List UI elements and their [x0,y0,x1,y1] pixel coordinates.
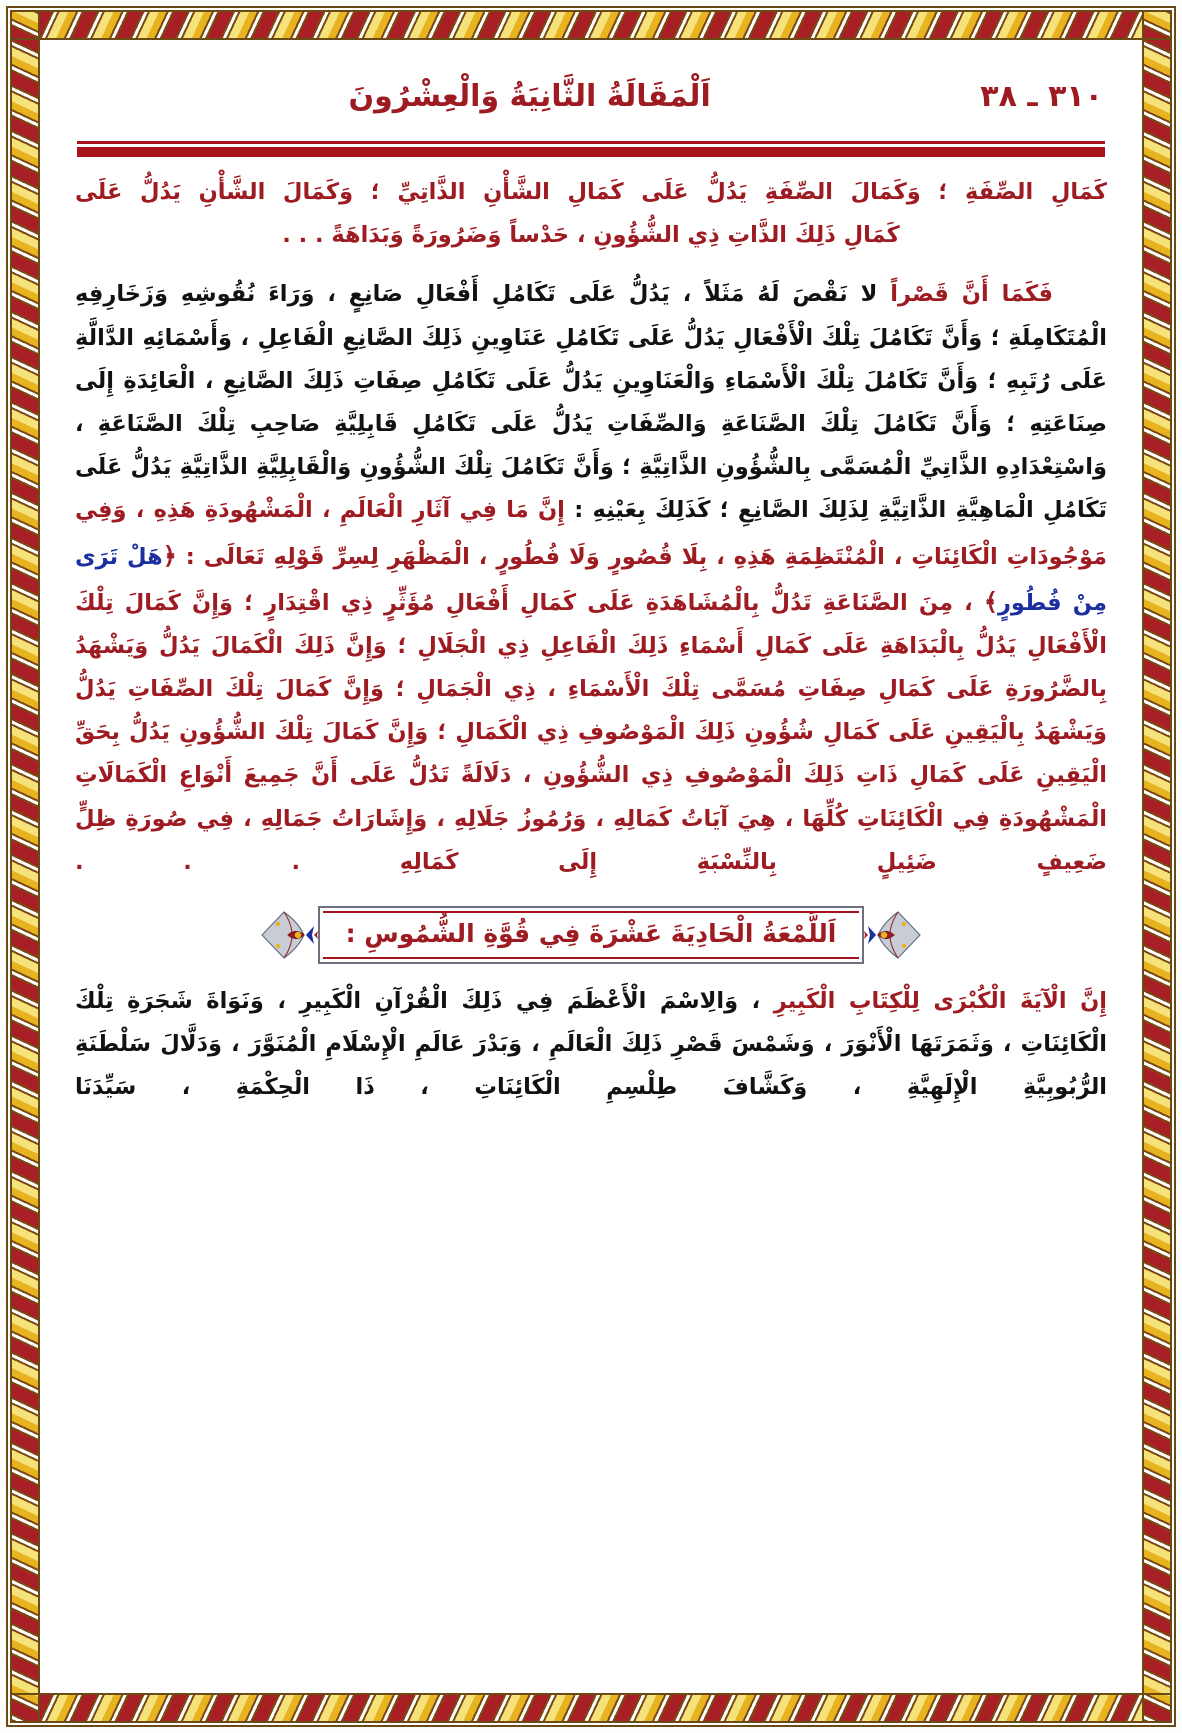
paragraph-red-continuation-line1: كَمَالِ الصِّفَةِ ؛ وَكَمَالَ الصِّفَةِ يَدُلُّ عَلَى كَمَالِ الشَّأْنِ الذَّاتِيِّ ؛ وَكَمَالَ الشَّأْنِ يَدُلُّ عَلَى [75,179,1107,205]
page-number: ٣١٠ ـ ٣٨ [980,78,1103,114]
paragraph-main-black-run: لا نَقْصَ لَهُ مَثَلاً ، يَدُلُّ عَلَى تَكَامُلِ أَفْعَالِ صَانِعٍ ، وَرَاءَ نُقُوشِهِ وَزَخَارِفِهِ الْمُتَكَامِلَةِ ؛ وَأَنَّ تَكَامُلَ تِلْكَ الْأَفْعَالِ يَدُلُّ عَلَى تَكَامُلِ عَنَاوِينِ ذَلِكَ الصَّانِعِ الْفَاعِلِ ، وَأَسْمَائِهِ الدَّالَّةِ عَلَى رُتَبِهِ ؛ وَأَنَّ تَكَامُلَ تِلْكَ الْأَسْمَاءِ وَالْعَنَاوِينِ يَدُلُّ عَلَى تَكَامُلِ صِفَاتِ ذَلِكَ الصَّانِعِ ، الْعَائِدَةِ إِلَى صِنَاعَتِهِ ؛ وَأَنَّ تَكَامُلَ تِلْكَ الصَّنَاعَةِ وَالصِّفَاتِ يَدُلُّ عَلَى تَكَامُلِ قَابِلِيَّةِ صَاحِبِ تِلْكَ الصَّنَاعَةِ ، وَاسْتِعْدَادِهِ الذَّاتِيِّ الْمُسَمَّى بِالشُّؤُونِ الذَّاتِيَّةِ ؛ وَأَنَّ تَكَامُلَ تِلْكَ الشُّؤُونِ وَالْقَابِلِيَّةِ الذَّاتِيَّةِ يَدُلُّ عَلَى تَكَامُلِ الْمَاهِيَّةِ الذَّاتِيَّةِ لِذَلِكَ الصَّانِعِ ؛ كَذَلِكَ بِعَيْنِهِ : [75,281,1107,524]
quran-close-bracket-icon: ﴾ [983,587,998,616]
ornamental-border-right [1144,12,1170,1721]
chapter-title: اَلْمَقَالَةُ الثَّانِيَةُ وَالْعِشْرُونَ [348,78,711,114]
header-divider [77,141,1105,157]
ornament-left-icon [864,904,922,966]
header-divider-thick [77,147,1105,157]
ornamental-border-left [12,12,38,1721]
page-body [41,157,1141,1110]
paragraph-main [75,273,1107,884]
ornamental-heading [75,904,1107,966]
border-rule-right-inner [1142,10,1144,1723]
quran-open-bracket-icon: ﴿ [162,541,177,570]
ornamental-heading-box [318,906,865,964]
page-header [41,41,1141,133]
border-rule-left-outer [10,10,12,1723]
paragraph-red-continuation-line2: كَمَالِ ذَلِكَ الذَّاتِ ذِي الشُّؤُونِ ، حَدْساً وَضَرُورَةً وَبَدَاهَةً . . . [282,222,900,249]
border-rule-right-outer [1170,10,1172,1723]
border-rule-bottom-outer [12,1721,1170,1723]
paragraph-closing-black-run: ، وَالِاسْمَ الْأَعْظَمَ فِي ذَلِكَ الْقُرْآنِ الْكَبِيرِ ، وَنَوَاةَ شَجَرَةِ تِلْكَ الْكَائِنَاتِ ، وَثَمَرَتَهَا الْأَنْوَرَ ، وَشَمْسَ قَصْرِ ذَلِكَ الْعَالَمِ ، وَبَدْرَ عَالَمِ الْإِسْلَامِ الْمُنَوَّرَ ، وَدَلَّالَ سَلْطَنَةِ الرُّبُوبِيَّةِ الْإِلَهِيَّةِ ، وَكَشَّافَ طِلْسِمِ الْكَائِنَاتِ ، ذَا الْحِكْمَةِ ، سَيِّدَنَا [75,988,1107,1101]
page-content-canvas [41,41,1141,1692]
paragraph-gap-1 [75,257,1107,273]
paragraph-main-red-run-2: إِنَّ مَا فِي آثَارِ الْعَالَمِ ، الْمَشْهُودَةِ هَذِهِ ، وَفِي مَوْجُودَاتِ الْكَائِنَاتِ ، الْمُنْتَظِمَةِ هَذِهِ ، بِلَا قُصُورٍ وَلَا فُطُورٍ ، الْمَظْهَرِ لِسِرِّ قَوْلِهِ تَعَالَى : [75,497,1107,570]
quran-verse: هَلْ تَرَى مِنْ فُطُورٍ [75,543,1107,616]
paragraph-main-red-run-3: ، مِنَ الصَّنَاعَةِ تَدُلُّ بِالْمُشَاهَدَةِ عَلَى كَمَالِ أَفْعَالِ مُؤَثِّرٍ ذِي اقْتِدَارٍ ؛ وَإِنَّ كَمَالَ تِلْكَ الْأَفْعَالِ يَدُلُّ بِالْبَدَاهَةِ عَلَى كَمَالِ أَسْمَاءِ ذَلِكَ الْفَاعِلِ ذِي الْجَلَالِ ؛ وَإِنَّ ذَلِكَ الْكَمَالَ يَدُلُّ وَيَشْهَدُ بِالضَّرُورَةِ عَلَى كَمَالِ صِفَاتِ مُسَمَّى تِلْكَ الْأَسْمَاءِ ، ذِي الْجَمَالِ ؛ وَإِنَّ كَمَالَ تِلْكَ الصِّفَاتِ يَدُلُّ وَيَشْهَدُ بِالْيَقِينِ عَلَى كَمَالِ شُؤُونِ ذَلِكَ الْمَوْصُوفِ ذِي الْكَمَالِ ؛ وَإِنَّ كَمَالَ تِلْكَ الشُّؤُونِ يَدُلُّ بِحَقِّ الْيَقِينِ عَلَى كَمَالِ ذَاتِ ذَلِكَ الْمَوْصُوفِ ذِي الشُّؤُونِ ، دَلَالَةً تَدُلُّ عَلَى أَنَّ جَمِيعَ أَنْوَاعِ الْكَمَالَاتِ الْمَشْهُودَةِ فِي الْكَائِنَاتِ كُلِّهَا ، هِيَ آيَاتُ كَمَالِهِ ، وَرُمُوزُ جَلَالِهِ ، وَإِشَارَاتُ جَمَالِهِ ، فِي صُورَةِ ظِلٍّ ضَعِيفٍ ضَئِيلٍ بِالنِّسْبَةِ إِلَى كَمَالِهِ . . . [75,589,1107,875]
paragraph-closing [75,980,1107,1110]
paragraph-closing-opening-red: إِنَّ الْآيَةَ الْكُبْرَى لِلْكِتَابِ الْكَبِيرِ [773,988,1107,1014]
paragraph-main-opening-red: فَكَمَا أَنَّ قَصْراً [890,281,1053,308]
border-rule-top-inner [12,38,1170,40]
ornamental-border-top [12,12,1170,38]
border-rule-left-inner [38,10,40,1723]
border-rule-bottom-inner [12,1693,1170,1695]
border-rule-top-outer [12,10,1170,12]
ornamental-heading-text: اَللَّمْعَةُ الْحَادِيَةَ عَشْرَةَ فِي قُوَّةِ الشُّمُوسِ : [345,919,837,949]
ornamental-border-bottom [12,1695,1170,1721]
ornament-right-icon [260,904,318,966]
